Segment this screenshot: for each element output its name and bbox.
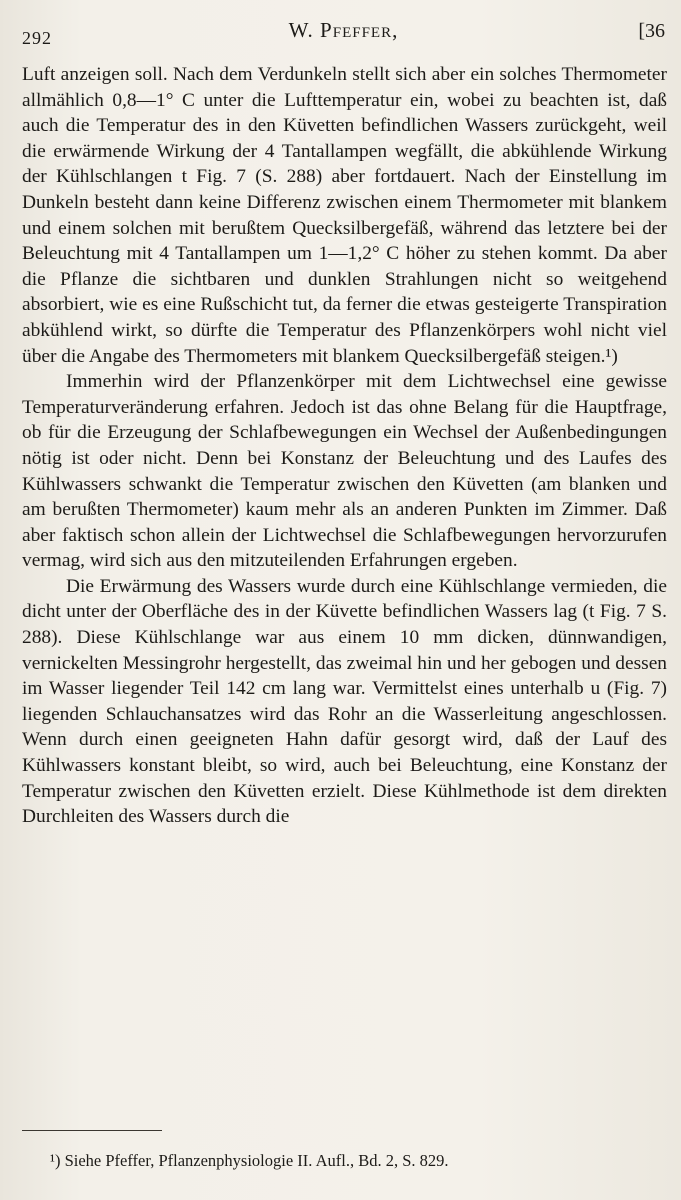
running-head bbox=[22, 18, 665, 43]
footnote: ¹) Siehe Pfeffer, Pflanzenphysiologie II. Aufl., Bd. 2, S. 829. bbox=[50, 1151, 449, 1170]
paragraph: Die Erwärmung des Wassers wurde durch eine Kühlschlange vermieden, die dicht unter der Oberfläche des in der Küvette befindlichen Wassers lag (t Fig. 7 S. 288). Diese Kühlschlange war aus einem 10 mm dicken, dünnwandigen, vernickelten Messingrohr hergestellt, das zweimal hin und her gebogen und dessen im Wasser liegender Teil 142 cm lang war. Vermittelst eines unterhalb u (Fig. 7) liegenden Schlauchansatzes wird das Rohr an die Wasserleitung angeschlossen. Wenn durch einen geeigneten Hahn dafür gesorgt wird, daß der Lauf des Kühlwassers konstant bleibt, so wird, auch bei Beleuchtung, eine Konstanz der Temperatur zwischen den Küvetten erzielt. Diese Kühlmethode ist dem direkten Durchleiten des Wassers durch die bbox=[22, 575, 667, 828]
paragraph: Immerhin wird der Pflanzenkörper mit dem Lichtwechsel eine gewisse Temperaturveränderung erfahren. Jedoch ist das ohne Belang für die Hauptfrage, ob für die Erzeugung der Schlafbewegungen ein Wechsel der Außenbedingungen nötig ist oder nicht. Denn bei Konstanz der Beleuchtung und des Laufes des Kühlwassers schwankt die Temperatur zwischen den Küvetten (am blanken und am berußten Thermometer) kaum mehr als an anderen Punkten im Zimmer. Daß aber faktisch schon allein der Lichtwechsel die Schlafbewegungen hervorzurufen vermag, wird sich aus den mitzuteilenden Erfahrungen ergeben. bbox=[22, 371, 667, 572]
paragraph: Luft anzeigen soll. Nach dem Verdunkeln stellt sich aber ein solches Thermometer allmählich 0,8—1° C unter die Lufttemperatur ein, wobei zu beachten ist, daß auch die Temperatur des in den Küvetten befindlichen Wassers zurückgeht, weil die erwärmende Wirkung der 4 Tantallampen wegfällt, die abkühlende Wirkung der Kühlschlangen t Fig. 7 (S. 288) aber fortdauert. Nach der Einstellung im Dunkeln besteht dann keine Differenz zwischen einem Thermometer mit blankem und einem solchen mit berußtem Quecksilbergefäß, während das letztere bei der Beleuchtung mit 4 Tantallampen um 1—1,2° C höher zu stehen kommt. Da aber die Pflanze die sichtbaren und dunklen Strahlungen nicht so weitgehend absorbiert, wie es eine Rußschicht tut, da ferner die etwas gesteigerte Transpiration abkühlend wirkt, so dürfte die Temperatur des Pflanzenkörpers wohl nicht viel über die Angabe des Thermometers mit blankem Quecksilbergefäß steigen.¹) bbox=[22, 64, 667, 367]
body-text bbox=[22, 62, 667, 830]
section-mark: [36 bbox=[638, 20, 665, 42]
page-number: 292 bbox=[22, 28, 52, 48]
author-name: W. Pfeffer, bbox=[288, 18, 399, 42]
footnote-divider bbox=[22, 1130, 162, 1131]
page-header bbox=[22, 18, 665, 50]
